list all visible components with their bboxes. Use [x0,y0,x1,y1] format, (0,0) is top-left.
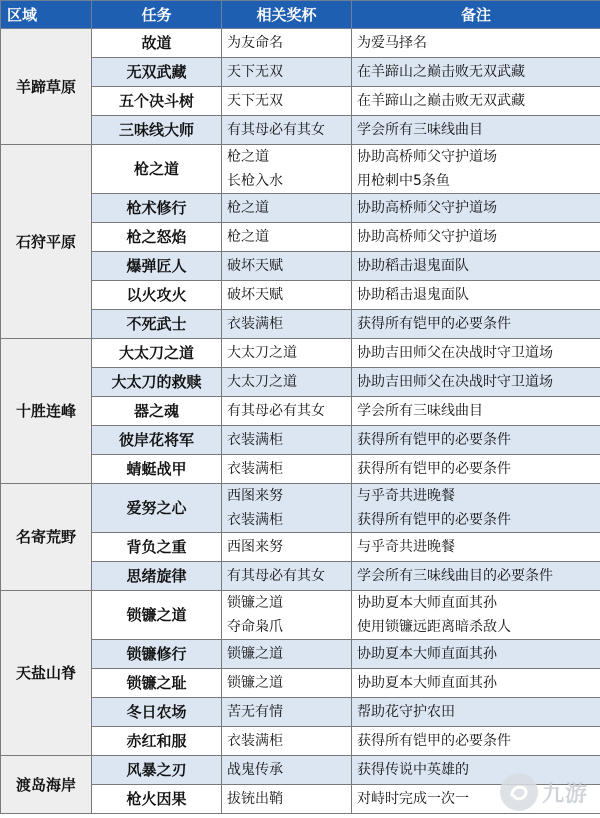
trophy-cell [222,58,352,87]
task-cell: 以火攻火 [92,281,222,310]
note-line: 协助夏本大师直面其孙 [357,595,497,611]
note-cell [352,339,600,368]
trophy-cell [222,562,352,591]
note-line: 在羊蹄山之巅击败无双武藏 [357,64,525,80]
trophy-cell [222,310,352,339]
note-line: 在羊蹄山之巅击败无双武藏 [357,93,525,109]
nine-game-logo-icon [500,773,538,811]
task-cell: 锁镰之道 [92,591,222,640]
note-line: 获得所有铠甲的必要条件 [357,512,511,528]
trophy-line: 为友命名 [227,35,283,51]
region-cell: 天盐山脊 [1,591,92,756]
trophy-cell [222,756,352,785]
note-cell [352,194,600,223]
trophy-line: 夺命枭爪 [227,619,283,635]
task-cell: 蜻蜓战甲 [92,455,222,484]
table-row [1,339,600,368]
trophy-cell [222,194,352,223]
trophy-cell [222,484,352,533]
table-row [1,145,600,194]
note-cell [352,310,600,339]
note-cell [352,58,600,87]
note-cell [352,145,600,194]
task-cell: 器之魂 [92,397,222,426]
trophy-cell [222,145,352,194]
task-cell: 锁镰修行 [92,640,222,669]
note-line: 为爱马择名 [357,35,427,51]
header-region: 区域 [1,1,92,29]
trophy-line: 衣装满柜 [227,432,283,448]
task-cell: 爆弹匠人 [92,252,222,281]
trophy-line: 枪之道 [227,149,269,165]
header-trophy: 相关奖杯 [222,1,352,29]
note-cell [352,669,600,698]
trophy-line: 有其母必有其女 [227,122,325,138]
note-cell [352,640,600,669]
trophy-line: 西图来努 [227,539,283,555]
task-cell: 三味线大师 [92,116,222,145]
trophy-cell [222,640,352,669]
task-cell: 大太刀的救赎 [92,368,222,397]
header-task: 任务 [92,1,222,29]
note-cell [352,591,600,640]
note-line: 与乎奇共进晚餐 [357,539,455,555]
trophy-line: 西图来努 [227,488,283,504]
header-note: 备注 [352,1,600,29]
watermark-text: 九游 [542,781,589,807]
task-cell: 思绪旋律 [92,562,222,591]
trophy-cell [222,591,352,640]
region-cell: 渡岛海岸 [1,756,92,814]
task-cell: 爱努之心 [92,484,222,533]
trophy-line: 有其母必有其女 [227,403,325,419]
note-line: 学会所有三味线曲目的必要条件 [357,568,553,584]
note-cell [352,116,600,145]
trophy-cell [222,252,352,281]
trophy-cell [222,116,352,145]
trophy-cell [222,339,352,368]
table-body [1,29,600,814]
task-cell: 背负之重 [92,533,222,562]
trophy-line: 衣装满柜 [227,512,283,528]
trophy-cell [222,455,352,484]
task-cell: 枪之道 [92,145,222,194]
trophy-line: 拔铳出鞘 [227,791,283,807]
note-line: 对峙时完成一次一 [357,791,469,807]
trophy-cell [222,223,352,252]
task-cell: 枪火因果 [92,785,222,814]
note-line: 协助夏本大师直面其孙 [357,675,497,691]
task-cell: 大太刀之道 [92,339,222,368]
region-cell: 石狩平原 [1,145,92,339]
table-row [1,29,600,58]
task-cell: 枪术修行 [92,194,222,223]
trophy-line: 破坏天赋 [227,287,283,303]
trophy-line: 锁镰之道 [227,646,283,662]
note-line: 协助高桥师父守护道场 [357,149,497,165]
trophy-line: 天下无双 [227,93,283,109]
trophy-line: 衣装满柜 [227,461,283,477]
task-cell: 冬日农场 [92,698,222,727]
region-cell: 十胜连峰 [1,339,92,484]
task-cell: 赤红和服 [92,727,222,756]
trophy-line: 枪之道 [227,229,269,245]
trophy-line: 衣装满柜 [227,733,283,749]
task-cell: 五个决斗树 [92,87,222,116]
note-line: 使用锁镰远距离暗杀敌人 [357,619,511,635]
note-line: 学会所有三味线曲目 [357,403,483,419]
note-cell [352,368,600,397]
table-row [1,484,600,533]
note-cell [352,426,600,455]
note-cell [352,533,600,562]
trophy-line: 枪之道 [227,200,269,216]
task-cell: 彼岸花将军 [92,426,222,455]
task-cell: 锁镰之耻 [92,669,222,698]
note-line: 协助稻击退鬼面队 [357,258,469,274]
trophy-cell [222,785,352,814]
trophy-line: 有其母必有其女 [227,568,325,584]
trophy-cell [222,87,352,116]
note-line: 协助吉田师父在决战时守卫道场 [357,374,553,390]
trophy-cell [222,281,352,310]
note-cell [352,397,600,426]
note-line: 获得所有铠甲的必要条件 [357,733,511,749]
task-cell: 风暴之刃 [92,756,222,785]
note-line: 用枪刺中5条鱼 [357,173,450,189]
trophy-cell [222,426,352,455]
note-line: 获得传说中英雄的 [357,762,469,778]
region-cell: 羊蹄草原 [1,29,92,145]
note-cell [352,727,600,756]
header-row [1,1,600,29]
trophy-line: 破坏天赋 [227,258,283,274]
task-cell: 无双武藏 [92,58,222,87]
trophy-cell [222,29,352,58]
trophy-line: 锁镰之道 [227,595,283,611]
note-cell [352,252,600,281]
trophy-cell [222,368,352,397]
note-line: 获得所有铠甲的必要条件 [357,461,511,477]
trophy-cell [222,698,352,727]
note-cell [352,29,600,58]
trophy-cell [222,397,352,426]
trophy-cell [222,533,352,562]
task-cell: 枪之怒焰 [92,223,222,252]
trophy-line: 长枪入水 [227,173,283,189]
trophy-line: 战鬼传承 [227,762,283,778]
trophy-cell [222,727,352,756]
region-cell: 名寄荒野 [1,484,92,591]
task-cell: 故道 [92,29,222,58]
watermark [500,769,596,815]
note-cell [352,455,600,484]
trophy-line: 天下无双 [227,64,283,80]
trophy-line: 苦无有情 [227,704,283,720]
trophy-line: 锁镰之道 [227,675,283,691]
note-line: 协助吉田师父在决战时守卫道场 [357,345,553,361]
note-line: 获得所有铠甲的必要条件 [357,316,511,332]
trophy-line: 衣装满柜 [227,316,283,332]
trophy-line: 大太刀之道 [227,374,297,390]
note-cell [352,484,600,533]
note-line: 学会所有三味线曲目 [357,122,483,138]
table-row [1,591,600,640]
note-line: 协助高桥师父守护道场 [357,229,497,245]
note-line: 协助高桥师父守护道场 [357,200,497,216]
note-line: 协助夏本大师直面其孙 [357,646,497,662]
trophy-line: 大太刀之道 [227,345,297,361]
note-cell [352,281,600,310]
task-cell: 不死武士 [92,310,222,339]
note-line: 获得所有铠甲的必要条件 [357,432,511,448]
note-line: 协助稻击退鬼面队 [357,287,469,303]
note-cell [352,562,600,591]
note-line: 帮助花守护农田 [357,704,455,720]
note-cell [352,223,600,252]
note-cell [352,87,600,116]
note-cell [352,698,600,727]
note-line: 与乎奇共进晚餐 [357,488,455,504]
trophy-cell [222,669,352,698]
